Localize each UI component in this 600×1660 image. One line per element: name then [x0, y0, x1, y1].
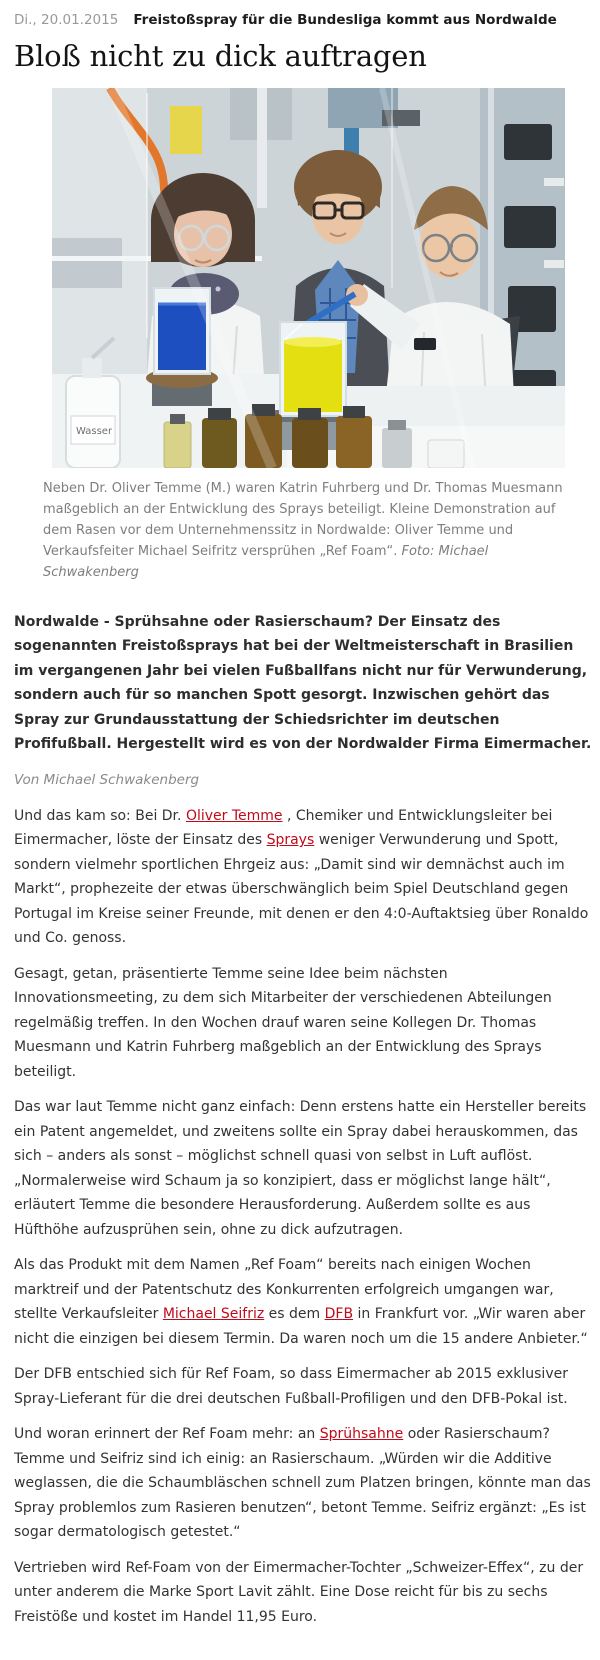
paragraph-text: Und woran erinnert der Ref Foam mehr: an: [14, 1426, 320, 1443]
article-figure: [43, 88, 567, 583]
article-paragraph: [14, 1095, 592, 1242]
article-photo: [52, 88, 565, 468]
article-kicker: Freistoßspray für die Bundesliga kommt aus Nordwalde: [133, 12, 557, 28]
paragraph-text: Gesagt, getan, präsentierte Temme seine Idee beim nächsten Innovationsmeeting, zu dem sich Mitarbeiter der verschiedenen Abteilungen regelmäßig treffen. In den Wochen drauf waren seine Kollegen Dr. Thomas Muesmann und Katrin Fuhrberg maßgeblich an der Entwicklung des Sprays beteiligt.: [14, 965, 552, 1080]
article-lead: Nordwalde - Sprühsahne oder Rasierschaum? Der Einsatz des sogenannten Freistoßsprays hat bei der Weltmeisterschaft in Brasilien im vergangenen Jahr bei vielen Fußballfans nicht nur für Verwunderung, sondern auch für so manchen Spott gesorgt. Inzwischen gehört das Spray zur Grundausstattung der Schiedsrichter im deutschen Profifußball. Hergestellt wird es von der Nordwalder Firma Eimermacher.: [14, 613, 592, 753]
article-paragraph: [14, 1253, 592, 1351]
paragraph-text: Das war laut Temme nicht ganz einfach: Denn erstens hatte ein Hersteller bereits ein Patent angemeldet, und zweitens sollte ein Spray dabei herauskommen, das sich – anders als sonst – möglichst schnell quasi von selbst in Luft auflöst. „Normalerweise wird Schaum ja so konzipiert, dass er möglichst lange hält“, erläutert Temme die besondere Herausforderung. Außerdem sollte es aus Hüfthöhe aufzusprühen sein, ohne zu dick aufzutragen.: [14, 1099, 587, 1238]
inline-link[interactable]: Michael Seifriz: [162, 1306, 265, 1323]
article-paragraph: [14, 1362, 592, 1411]
article-paragraph: [14, 1422, 592, 1545]
paragraph-text: Als das Produkt mit dem Namen „Ref Foam“ bereits nach einigen Wochen marktreif und der Patentschutz des Konkurrenten erfolgreich umgangen war, stellte Verkaufsleiter: [14, 1257, 554, 1323]
article-paragraph: [14, 1556, 592, 1630]
wash-bottle-label: Wasser: [76, 425, 113, 437]
paragraph-text: Vertrieben wird Ref-Foam von der Eimermacher-Tochter „Schweizer-Effex“, zu der unter anderem die Marke Sport Lavit zählt. Eine Dose reicht für bis zu sechs Freistöße und kostet im Handel 11,95 Euro.: [14, 1559, 584, 1625]
article-date: Di., 20.01.2015: [14, 12, 119, 28]
article-body: [14, 804, 592, 1630]
inline-link[interactable]: Sprays: [266, 832, 315, 849]
article-byline: Von Michael Schwakenberg: [14, 771, 200, 788]
article-paragraph: [14, 804, 592, 951]
inline-link[interactable]: Oliver Temme: [185, 807, 283, 824]
inline-link[interactable]: Sprühsahne: [319, 1426, 404, 1443]
photo-credit: Foto: Michael Schwakenberg: [43, 543, 489, 580]
paragraph-text: es dem: [264, 1306, 325, 1323]
paragraph-text: , Chemiker und Entwicklungsleiter bei Eimermacher, löste der Einsatz des: [14, 807, 553, 849]
inline-link[interactable]: DFB: [324, 1306, 354, 1323]
paragraph-text: oder Rasierschaum? Temme und Seifriz sind ich einig: an Rasierschaum. „Würden wir die Additive weglassen, die die Schaumbläschen schnell zum Platzen bringen, könnte man das Spray problemlos zum Rasieren benutzen“, betont Temme. Seifriz ergänzt: „Es ist sogar dermatologisch getestet.“: [14, 1426, 591, 1541]
paragraph-text: Der DFB entschied sich für Ref Foam, so dass Eimermacher ab 2015 exklusiver Spray-Lieferant für die drei deutschen Fußball-Profiligen und den DFB-Pokal ist.: [14, 1366, 568, 1407]
paragraph-text: weniger Verwunderung und Spott, sondern vielmehr sportlichen Ehrgeiz aus: „Damit sind wir demnächst auch im Markt“, prophezeite der etwas überschwänglich beim Spiel Deutschland gegen Portugal im Kreise seiner Freunde, mit denen er den 4:0-Auftaktsieg über Ronaldo und Co. genoss.: [14, 832, 589, 947]
photo-caption-text: Neben Dr. Oliver Temme (M.) waren Katrin Fuhrberg und Dr. Thomas Muesmann maßgeblich an der Entwicklung des Sprays beteiligt. Kleine Demonstration auf dem Rasen vor dem Unternehmenssitz in Nordwalde: Oliver Temme und Verkaufsfeiter Michael Seifritz versprühen „Ref Foam“.: [43, 480, 563, 559]
photo-caption: [43, 478, 567, 583]
article-paragraph: [14, 962, 592, 1085]
paragraph-text: Und das kam so: Bei Dr.: [14, 807, 186, 824]
article-title: Bloß nicht zu dick auftragen: [14, 38, 427, 73]
article-meta: [14, 12, 592, 30]
paragraph-text: in Frankfurt vor. „Wir waren aber nicht die einzigen bei diesem Termin. Da waren noch um die 15 andere Anbieter.“: [14, 1306, 588, 1347]
